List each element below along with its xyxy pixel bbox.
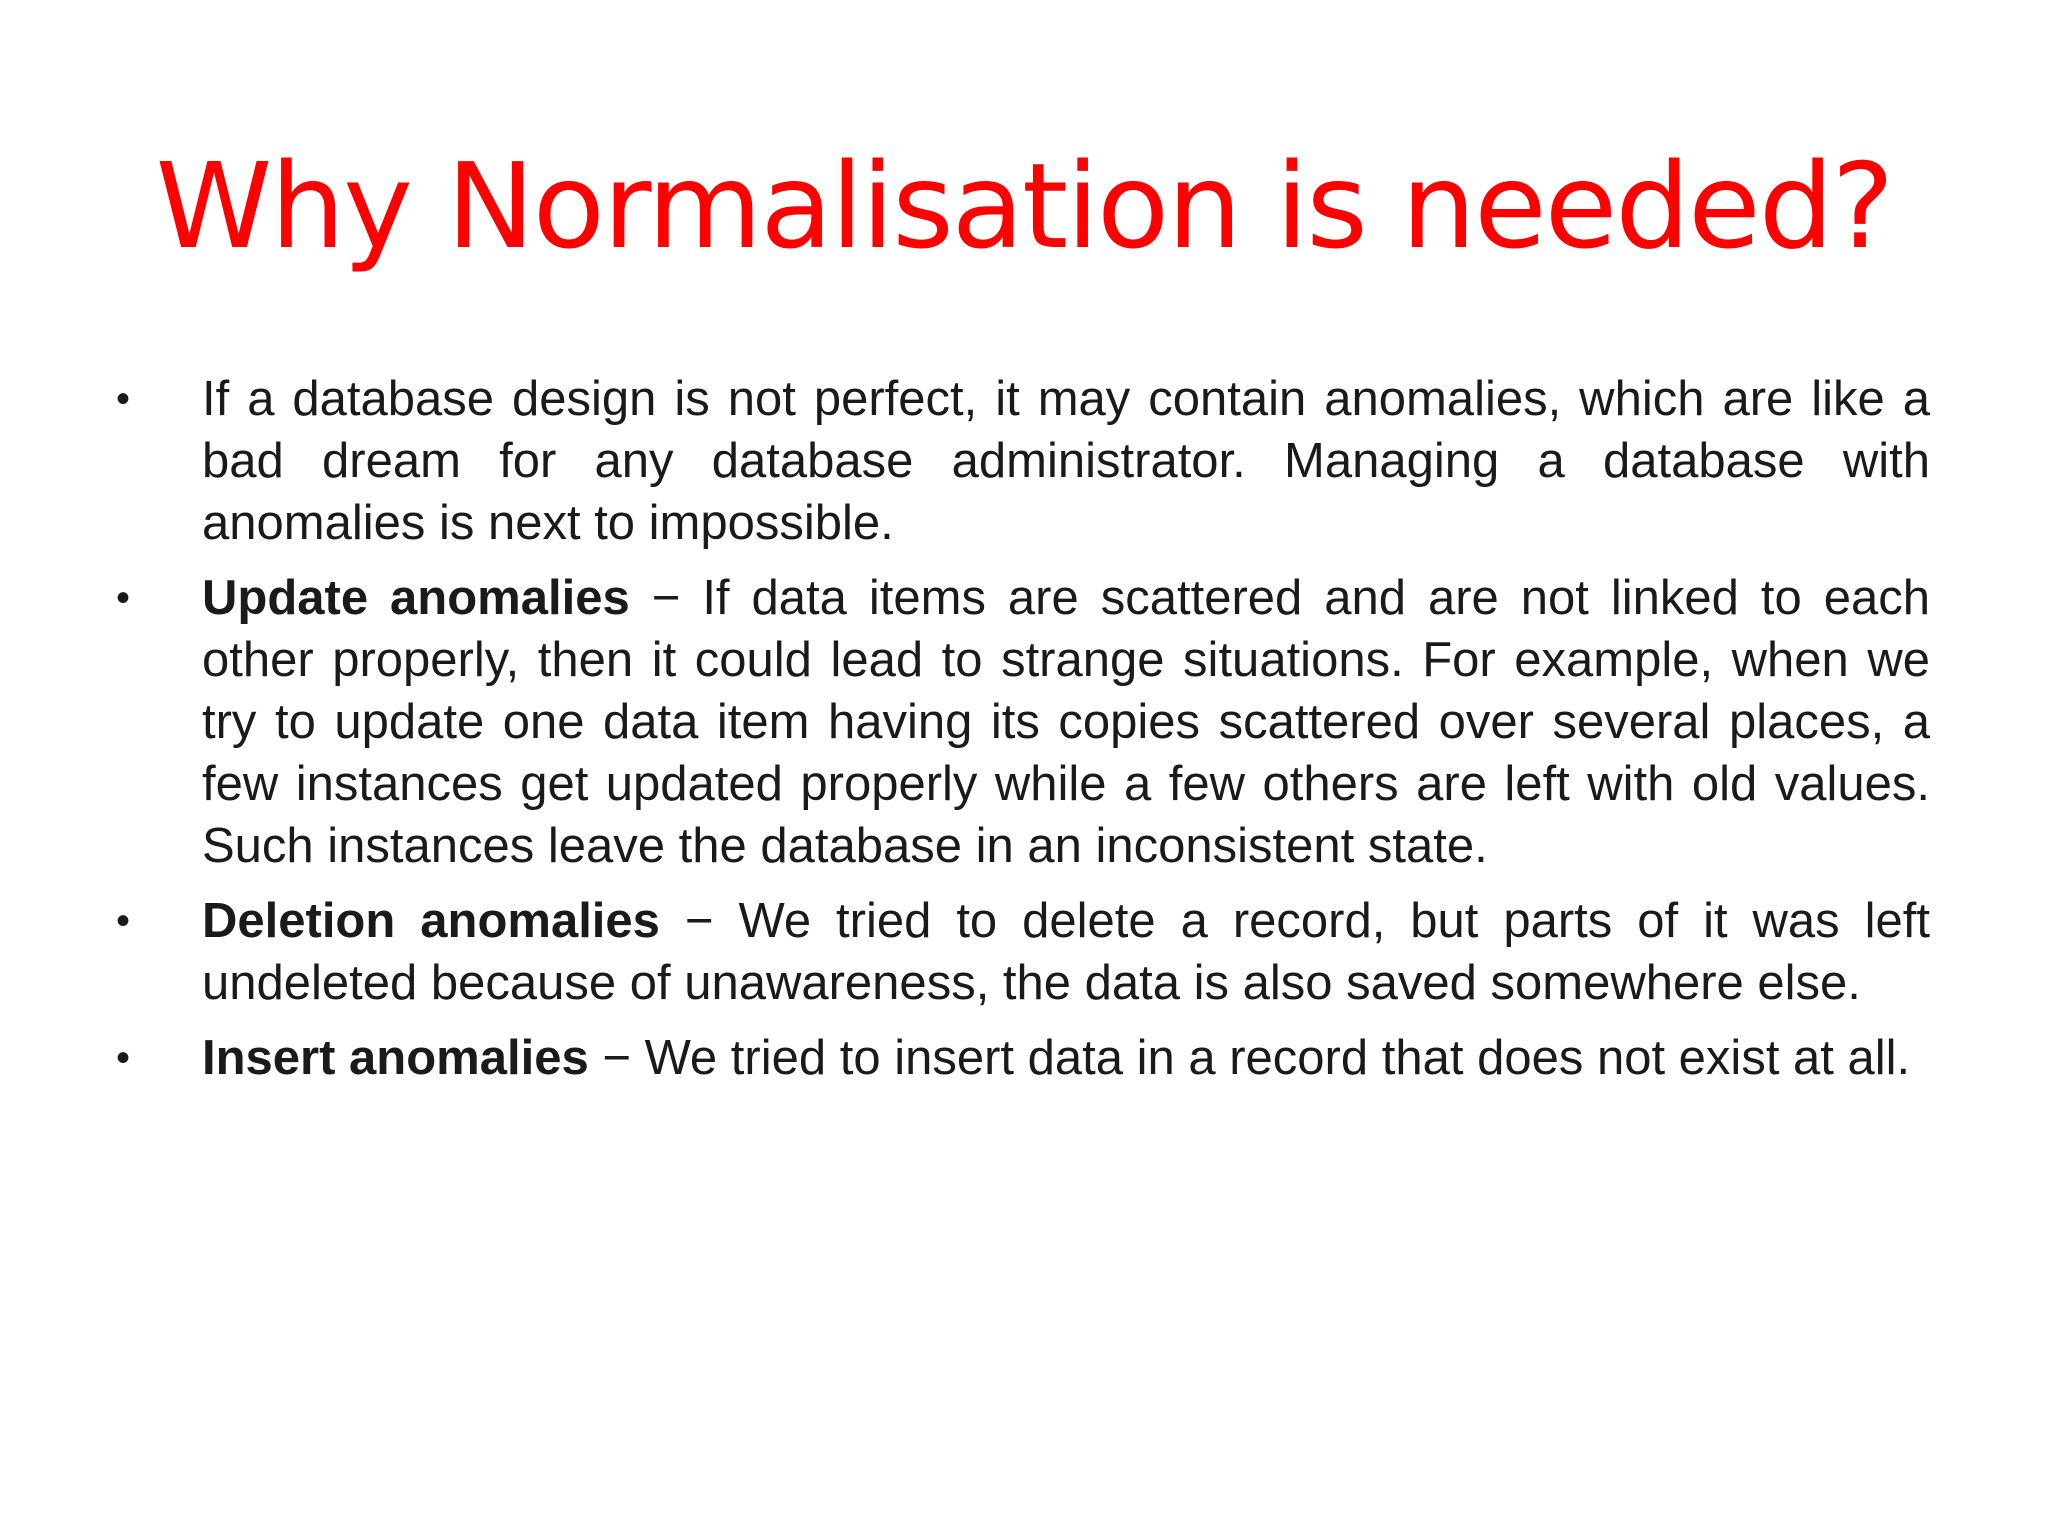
bullet-item-update-anomalies: [116, 567, 1931, 877]
slide-title: Why Normalisation is needed?: [155, 137, 1893, 275]
bullet-separator: −: [629, 571, 703, 625]
bullet-text: If data items are scattered and are not linked to each other properly, then it could lead to strange situations. For example, when we try to update one data item having its copies scattered over several places, a few instances get updated properly while a few others are left with old values. Such instances leave the database in an inconsistent state.: [202, 571, 1931, 873]
bullet-term: Insert anomalies: [202, 1031, 589, 1085]
bullet-dot-icon: •: [116, 899, 131, 943]
bullet-dot-icon: •: [116, 1036, 131, 1080]
bullet-list: [116, 368, 1931, 1102]
bullet-separator: −: [659, 894, 739, 948]
bullet-text: If a database design is not perfect, it may contain anomalies, which are like a bad dream for any database administrator. Managing a database with anomalies is next to impossible.: [202, 372, 1930, 550]
bullet-term: Deletion anomalies: [202, 894, 660, 948]
bullet-item-intro: [116, 368, 1930, 554]
bullet-dot-icon: •: [116, 576, 131, 620]
bullet-dot-icon: •: [116, 377, 131, 421]
bullet-item-insert-anomalies: [116, 1027, 1930, 1089]
bullet-text: We tried to delete a record, but parts of it was left undeleted because of unawareness, the data is also saved somewhere else.: [202, 894, 1931, 1010]
bullet-separator: −: [588, 1031, 645, 1085]
bullet-term: Update anomalies: [202, 571, 630, 625]
bullet-text: We tried to insert data in a record that does not exist at all.: [644, 1031, 1911, 1085]
bullet-item-deletion-anomalies: [116, 890, 1931, 1014]
